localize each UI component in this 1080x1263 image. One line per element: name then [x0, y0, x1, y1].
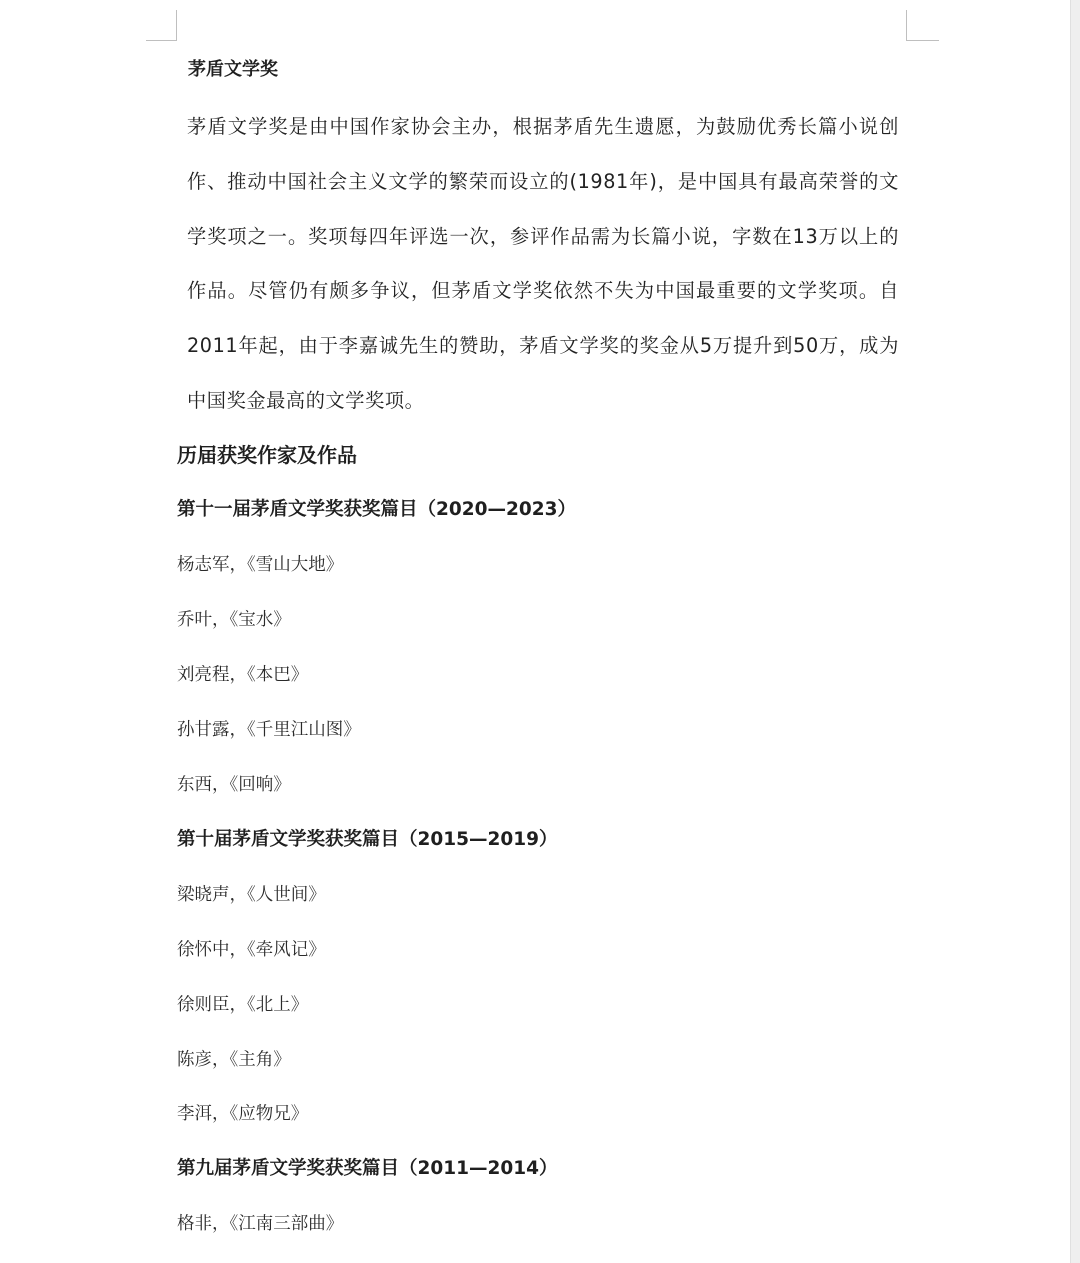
list-item: 孙甘露，《千里江山图》 [177, 720, 361, 740]
intro-paragraph: 茅盾文学奖是由中国作家协会主办，根据茅盾先生遗愿，为鼓励优秀长篇小说创作、推动中国社会主义文学的繁荣而设立的(1981年)，是中国具有最高荣誉的文学奖项之一。奖项每四年评选一次，参评作品需为长篇小说，字数在13万以上的作品。尽管仍有颇多争议，但茅盾文学奖依然不失为中国最重要的文学奖项。自2011年起，由于李嘉诚先生的赞助，茅盾文学奖的奖金从5万提升到50万，成为中国奖金最高的文学奖项。 [187, 115, 899, 412]
list-item: 徐怀中，《牵风记》 [177, 940, 326, 960]
list-item: 东西，《回响》 [177, 775, 291, 795]
list-item: 陈彦，《主角》 [177, 1050, 291, 1070]
session-heading-10: 第十届茅盾文学奖获奖篇目（2015—2019） [177, 829, 558, 850]
vertical-scrollbar[interactable] [1070, 0, 1080, 1263]
section-heading: 历届获奖作家及作品 [177, 443, 357, 467]
list-item: 李洱，《应物兄》 [177, 1104, 309, 1124]
list-item: 刘亮程，《本巴》 [177, 665, 309, 685]
margin-corner-mark-right [906, 10, 939, 41]
document-title: 茅盾文学奖 [188, 59, 278, 80]
session-heading-9: 第九届茅盾文学奖获奖篇目（2011—2014） [177, 1158, 558, 1179]
list-item: 乔叶，《宝水》 [177, 610, 291, 630]
list-item: 梁晓声，《人世间》 [177, 885, 326, 905]
margin-corner-mark-left [146, 10, 177, 41]
list-item: 格非，《江南三部曲》 [177, 1214, 344, 1234]
list-item: 杨志军，《雪山大地》 [177, 555, 344, 575]
list-item: 徐则臣，《北上》 [177, 995, 309, 1015]
session-heading-11: 第十一届茅盾文学奖获奖篇目（2020—2023） [177, 499, 576, 520]
